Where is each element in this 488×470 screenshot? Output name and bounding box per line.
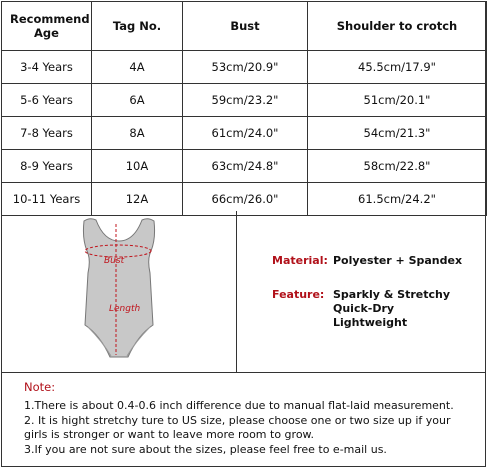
cell-tag: 12A — [92, 183, 183, 216]
material-value: Polyester + Spandex — [333, 254, 463, 267]
size-table — [1, 1, 487, 216]
header-bust: Bust — [183, 2, 308, 51]
material-label: Material: — [272, 254, 328, 267]
table-row — [2, 117, 487, 150]
details-section — [1, 211, 486, 373]
header-tag-no: Tag No. — [92, 2, 183, 51]
cell-bust: 59cm/23.2" — [183, 84, 308, 117]
cell-age: 8-9 Years — [2, 150, 92, 183]
notes-list — [24, 399, 476, 457]
leotard-illustration — [76, 215, 162, 367]
header-shoulder-to-crotch: Shoulder to crotch — [308, 2, 487, 51]
table-row — [2, 150, 487, 183]
list-item: 1.There is about 0.4-0.6 inch difference due to manual flat-laid measurement. — [24, 399, 454, 412]
list-item: Lightweight — [333, 316, 408, 329]
cell-age: 7-8 Years — [2, 117, 92, 150]
list-item: Sparkly & Stretchy — [333, 288, 450, 301]
cell-shoulder-to-crotch: 45.5cm/17.9" — [308, 51, 487, 84]
list-item: Quick-Dry — [333, 302, 395, 315]
header-recommend-age: Recommend Age — [2, 2, 92, 51]
leotard-shape — [83, 219, 154, 357]
list-item: 2. It is hight stretchy ture to US size, please choose one or two size up if your girls is stronger or want to leave more room to grow. — [24, 413, 451, 441]
feature-list — [333, 288, 450, 330]
cell-tag: 6A — [92, 84, 183, 117]
table-row — [2, 84, 487, 117]
cell-age: 5-6 Years — [2, 84, 92, 117]
cell-shoulder-to-crotch: 51cm/20.1" — [308, 84, 487, 117]
size-table-header-row — [2, 2, 487, 51]
cell-bust: 66cm/26.0" — [183, 183, 308, 216]
illustration-panel — [2, 211, 237, 372]
cell-tag: 10A — [92, 150, 183, 183]
cell-tag: 8A — [92, 117, 183, 150]
cell-bust: 63cm/24.8" — [183, 150, 308, 183]
cell-bust: 53cm/20.9" — [183, 51, 308, 84]
cell-shoulder-to-crotch: 58cm/22.8" — [308, 150, 487, 183]
table-row — [2, 51, 487, 84]
cell-shoulder-to-crotch: 61.5cm/24.2" — [308, 183, 487, 216]
length-label: Length — [109, 304, 141, 314]
cell-tag: 4A — [92, 51, 183, 84]
cell-shoulder-to-crotch: 54cm/21.3" — [308, 117, 487, 150]
cell-age: 3-4 Years — [2, 51, 92, 84]
bust-label: Bust — [104, 256, 125, 266]
list-item: 3.If you are not sure about the sizes, please feel free to e-mail us. — [24, 442, 387, 456]
cell-age: 10-11 Years — [2, 183, 92, 216]
feature-label: Feature: — [272, 288, 325, 301]
notes-title: Note: — [24, 380, 56, 394]
cell-bust: 61cm/24.0" — [183, 117, 308, 150]
